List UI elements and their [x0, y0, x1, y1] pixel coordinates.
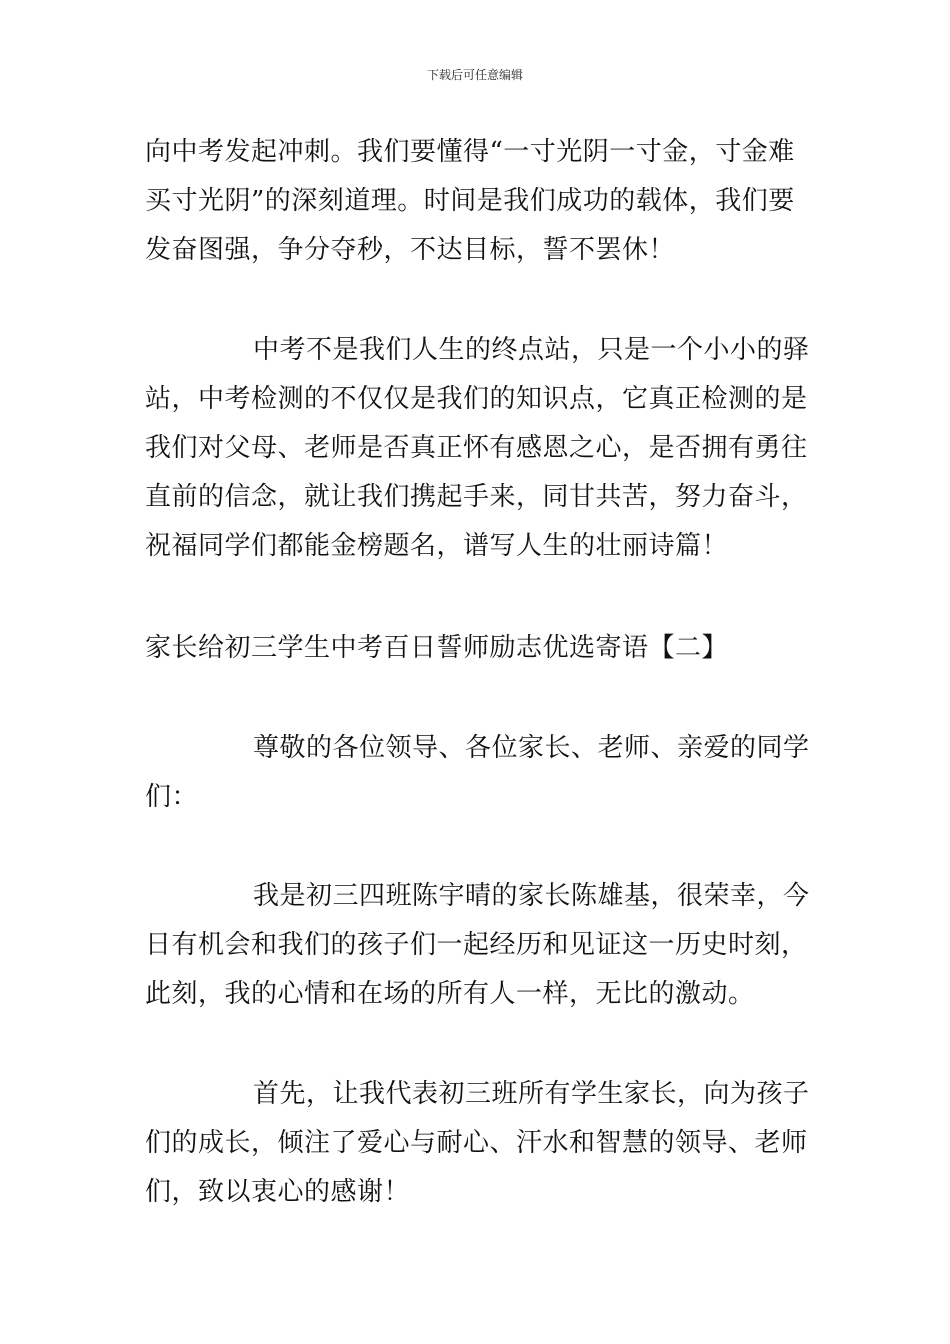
section-heading-text: 家长给初三学生中考百日誓师励志优选寄语【二】 — [145, 633, 729, 663]
paragraph-4 — [145, 1070, 810, 1217]
section-heading — [145, 624, 810, 673]
paragraph-text: 中考不是我们人生的终点站，只是一个小小的驿站，中考检测的不仅仅是我们的知识点，它真正检测的是我们对父母、老师是否真正怀有感恩之心，是否拥有勇往直前的信念，就让我们携起手来，同甘共苦，努力奋斗，祝福同学们都能金榜题名，谱写人生的壮丽诗篇！ — [145, 335, 810, 561]
paragraph-text: 首先，让我代表初三班所有学生家长，向为孩子们的成长，倾注了爱心与耐心、汗水和智慧的领导、老师们，致以衷心的感谢！ — [145, 1079, 810, 1207]
paragraph-3 — [145, 872, 810, 1019]
paragraph-text: 我是初三四班陈宇晴的家长陈雄基，很荣幸，今日有机会和我们的孩子们一起经历和见证这一历史时刻，此刻，我的心情和在场的所有人一样，无比的激动。 — [145, 881, 810, 1009]
page-header: 下载后可任意编辑 — [426, 68, 523, 82]
paragraph-salutation — [145, 724, 810, 822]
paragraph-1 — [145, 128, 810, 275]
paragraph-text: 尊敬的各位领导、各位家长、老师、亲爱的同学们： — [145, 733, 810, 812]
paragraph-text: 向中考发起冲刺。我们要懂得“一寸光阴一寸金，寸金难买寸光阴”的深刻道理。时间是我们成功的载体，我们要发奋图强，争分夺秒，不达目标，誓不罢休！ — [145, 137, 795, 265]
paragraph-2 — [145, 326, 810, 571]
